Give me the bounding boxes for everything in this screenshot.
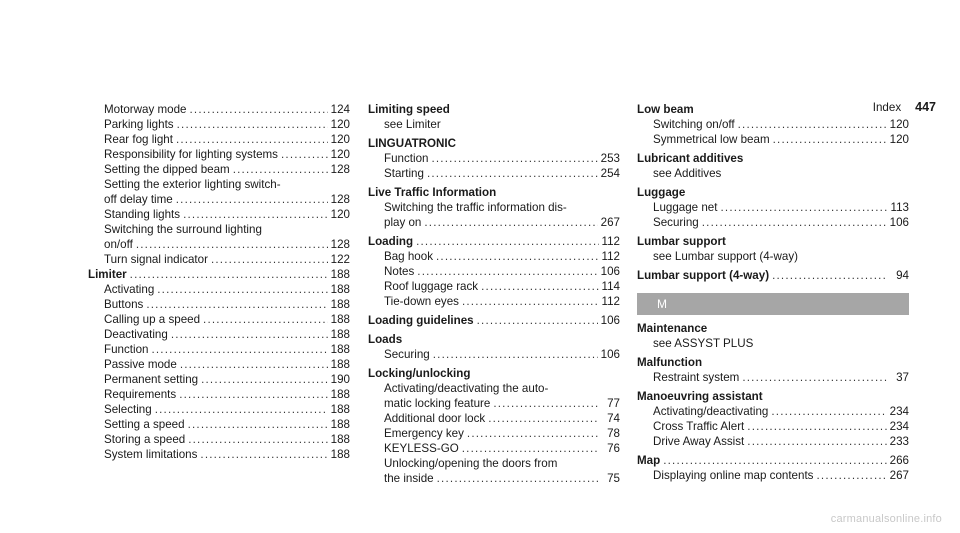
page-ref: 114: [601, 280, 620, 293]
entry-text: Starting: [384, 167, 424, 180]
entry-text: Switching the surround lighting: [104, 223, 262, 236]
index-entry: [637, 321, 909, 336]
entry-text: Locking/unlocking: [368, 367, 471, 380]
page-ref: 188: [330, 283, 350, 296]
index-subentry: [368, 151, 620, 166]
page-ref: 112: [601, 235, 620, 248]
dot-leader: [433, 347, 598, 362]
entry-text: Unlocking/opening the doors from: [384, 457, 558, 470]
dot-leader: [281, 147, 328, 162]
dot-leader: [747, 434, 886, 449]
entry-text: Motorway mode: [104, 103, 187, 116]
entry-text: Activating/deactivating: [653, 405, 769, 418]
page-ref: 76: [607, 442, 620, 455]
index-entry: [368, 234, 620, 249]
index-subentry: [637, 370, 909, 385]
page-ref: 188: [330, 433, 350, 446]
entry-text: see Lumbar support (4-way): [653, 250, 798, 263]
index-subentry: [637, 419, 909, 434]
entry-text: Emergency key: [384, 427, 464, 440]
dot-leader: [773, 132, 887, 147]
page-ref: 234: [889, 420, 909, 433]
entry-text: see ASSYST PLUS: [653, 337, 754, 350]
index-entry: [637, 102, 909, 117]
dot-leader: [747, 419, 886, 434]
dot-leader: [772, 268, 888, 283]
index-entry: [368, 136, 620, 151]
entry-text: Luggage: [637, 186, 686, 199]
entry-text: Responsibility for lighting systems: [104, 148, 278, 161]
entry-text: LINGUATRONIC: [368, 137, 457, 150]
entry-text: see Additives: [653, 167, 722, 180]
dot-leader: [155, 402, 328, 417]
entry-text: Bag hook: [384, 250, 433, 263]
index-entry: [637, 151, 909, 166]
entry-text: matic locking feature: [384, 397, 491, 410]
page-ref: 188: [330, 448, 350, 461]
index-entry: [637, 234, 909, 249]
page-ref: 128: [330, 238, 350, 251]
index-subentry: [637, 468, 909, 483]
entry-text: Low beam: [637, 103, 694, 116]
index-subentry: [88, 177, 350, 192]
index-entry: [637, 389, 909, 404]
dot-leader: [742, 370, 888, 385]
index-subentry: [368, 381, 620, 396]
page-ref: 253: [600, 152, 620, 165]
index-subentry: [88, 192, 350, 207]
dot-leader: [462, 294, 599, 309]
dot-leader: [189, 102, 327, 117]
index-subentry: [88, 387, 350, 402]
page-ref: 188: [330, 313, 350, 326]
index-subentry: [88, 372, 350, 387]
entry-text: Standing lights: [104, 208, 181, 221]
page-ref: 188: [330, 403, 350, 416]
page-ref: 112: [601, 250, 620, 263]
index-column-3: [637, 102, 909, 483]
dot-leader: [738, 117, 887, 132]
index-subentry: [88, 252, 350, 267]
page-ref: 94: [896, 269, 909, 282]
index-entry: [368, 332, 620, 347]
entry-text: Turn signal indicator: [104, 253, 208, 266]
section-letter-bar: M: [637, 293, 909, 315]
page-ref: 78: [607, 427, 620, 440]
entry-text: Buttons: [104, 298, 144, 311]
entry-text: Rear fog light: [104, 133, 173, 146]
entry-text: Drive Away Assist: [653, 435, 745, 448]
entry-text: Live Traffic Information: [368, 186, 497, 199]
entry-text: on/off: [104, 238, 133, 251]
index-subentry: [88, 357, 350, 372]
dot-leader: [462, 441, 599, 456]
index-subentry: [88, 162, 350, 177]
dot-leader: [477, 313, 598, 328]
page-ref: 75: [607, 472, 620, 485]
index-entry: [368, 185, 620, 200]
index-entry: [637, 268, 909, 283]
page-ref: 128: [330, 193, 350, 206]
index-subentry: [637, 166, 909, 181]
index-subentry: [88, 222, 350, 237]
index-subentry: [368, 264, 620, 279]
page-ref: 267: [600, 216, 620, 229]
entry-text: Switching the traffic information dis-: [384, 201, 567, 214]
index-subentry: [88, 327, 350, 342]
index-subentry: [637, 336, 909, 351]
dot-leader: [431, 151, 597, 166]
index-subentry: [637, 117, 909, 132]
dot-leader: [176, 192, 328, 207]
dot-leader: [816, 468, 886, 483]
page-ref: 106: [889, 216, 909, 229]
entry-text: Function: [384, 152, 429, 165]
index-subentry: [88, 147, 350, 162]
index-subentry: [88, 207, 350, 222]
index-subentry: [368, 426, 620, 441]
index-subentry: [368, 200, 620, 215]
index-subentry: [88, 102, 350, 117]
dot-leader: [180, 357, 328, 372]
dot-leader: [188, 417, 328, 432]
page-ref: 120: [889, 118, 909, 131]
entry-text: Securing: [653, 216, 699, 229]
page-ref: 120: [330, 208, 350, 221]
page-ref: 112: [601, 295, 620, 308]
entry-text: Lumbar support (4-way): [637, 269, 770, 282]
index-subentry: [637, 249, 909, 264]
page-ref: 188: [330, 388, 350, 401]
dot-leader: [467, 426, 599, 441]
page-ref: 128: [330, 163, 350, 176]
entry-text: KEYLESS-GO: [384, 442, 459, 455]
index-entry: [88, 267, 350, 282]
entry-text: Limiter: [88, 268, 127, 281]
index-subentry: [368, 396, 620, 411]
entry-text: Setting the exterior lighting switch-: [104, 178, 281, 191]
entry-text: the inside: [384, 472, 434, 485]
index-subentry: [368, 279, 620, 294]
entry-text: Setting the dipped beam: [104, 163, 230, 176]
entry-text: Notes: [384, 265, 415, 278]
page-ref: 267: [889, 469, 909, 482]
index-subentry: [88, 432, 350, 447]
page-ref: 188: [330, 268, 350, 281]
page-ref: 120: [889, 133, 909, 146]
page-ref: 188: [330, 298, 350, 311]
page-ref: 254: [600, 167, 620, 180]
dot-leader: [416, 234, 598, 249]
entry-text: Calling up a speed: [104, 313, 201, 326]
entry-text: Loading: [368, 235, 414, 248]
entry-text: Malfunction: [637, 356, 703, 369]
index-entry: [637, 185, 909, 200]
page-ref: 120: [330, 133, 350, 146]
index-entry: [368, 102, 620, 117]
index-subentry: [637, 200, 909, 215]
dot-leader: [493, 396, 599, 411]
entry-text: Additional door lock: [384, 412, 486, 425]
index-subentry: [368, 249, 620, 264]
dot-leader: [427, 166, 598, 181]
index-subentry: [88, 117, 350, 132]
dot-leader: [203, 312, 328, 327]
index-subentry: [368, 411, 620, 426]
index-subentry: [88, 282, 350, 297]
entry-text: Passive mode: [104, 358, 177, 371]
dot-leader: [151, 342, 327, 357]
entry-text: Tie-down eyes: [384, 295, 459, 308]
dot-leader: [437, 471, 599, 486]
entry-text: Switching on/off: [653, 118, 735, 131]
page-ref: 122: [330, 253, 350, 266]
index-subentry: [368, 294, 620, 309]
dot-leader: [488, 411, 599, 426]
entry-text: Activating/deactivating the auto-: [384, 382, 549, 395]
dot-leader: [183, 207, 328, 222]
dot-leader: [146, 297, 327, 312]
index-subentry: [637, 132, 909, 147]
dot-leader: [771, 404, 886, 419]
index-subentry: [368, 441, 620, 456]
dot-leader: [436, 249, 599, 264]
index-subentry: [637, 434, 909, 449]
dot-leader: [130, 267, 328, 282]
page-ref: 120: [330, 148, 350, 161]
dot-leader: [177, 117, 328, 132]
index-entry: [368, 313, 620, 328]
page-ref: 106: [600, 348, 620, 361]
dot-leader: [424, 215, 597, 230]
entry-text: play on: [384, 216, 422, 229]
entry-text: Setting a speed: [104, 418, 185, 431]
entry-text: Loads: [368, 333, 403, 346]
entry-text: Lubricant additives: [637, 152, 744, 165]
index-subentry: [637, 215, 909, 230]
page-ref: 188: [330, 358, 350, 371]
entry-text: off delay time: [104, 193, 173, 206]
page-ref: 124: [330, 103, 350, 116]
page-ref: 266: [889, 454, 909, 467]
entry-text: Function: [104, 343, 149, 356]
entry-text: Manoeuvring assistant: [637, 390, 763, 403]
index-subentry: [368, 471, 620, 486]
entry-text: see Limiter: [384, 118, 441, 131]
entry-text: Selecting: [104, 403, 152, 416]
page-ref: 77: [607, 397, 620, 410]
page-ref: 74: [607, 412, 620, 425]
index-subentry: [88, 342, 350, 357]
dot-leader: [481, 279, 598, 294]
page-ref: 188: [330, 328, 350, 341]
dot-leader: [201, 372, 328, 387]
index-subentry: [88, 297, 350, 312]
entry-text: Deactivating: [104, 328, 168, 341]
page-ref: 37: [896, 371, 909, 384]
index-subentry: [88, 312, 350, 327]
entry-text: Roof luggage rack: [384, 280, 479, 293]
entry-text: Securing: [384, 348, 430, 361]
page-ref: 106: [600, 265, 620, 278]
entry-text: Limiting speed: [368, 103, 450, 116]
page-ref: 234: [889, 405, 909, 418]
entry-text: Displaying online map contents: [653, 469, 814, 482]
entry-text: Restraint system: [653, 371, 740, 384]
index-label: Index: [872, 101, 902, 114]
entry-text: Parking lights: [104, 118, 174, 131]
index-subentry: [368, 456, 620, 471]
entry-text: Luggage net: [653, 201, 718, 214]
index-subentry: [88, 417, 350, 432]
entry-text: System limitations: [104, 448, 198, 461]
dot-leader: [720, 200, 887, 215]
watermark-logo: carmanualsonline.info: [830, 513, 942, 525]
dot-leader: [211, 252, 328, 267]
index-column-1: [88, 102, 350, 462]
index-entry: [368, 366, 620, 381]
index-subentry: [368, 215, 620, 230]
entry-text: Activating: [104, 283, 155, 296]
page-ref: 106: [600, 314, 620, 327]
index-subentry: [88, 132, 350, 147]
page-ref: 188: [330, 418, 350, 431]
page-number: 447: [915, 100, 936, 114]
page-ref: 188: [330, 343, 350, 356]
index-subentry: [368, 117, 620, 132]
dot-leader: [188, 432, 327, 447]
dot-leader: [702, 215, 887, 230]
dot-leader: [157, 282, 327, 297]
entry-text: Storing a speed: [104, 433, 186, 446]
entry-text: Maintenance: [637, 322, 708, 335]
dot-leader: [417, 264, 597, 279]
index-entry: [637, 453, 909, 468]
page-ref: 113: [890, 201, 909, 214]
dot-leader: [200, 447, 327, 462]
page-ref: 233: [889, 435, 909, 448]
entry-text: Symmetrical low beam: [653, 133, 770, 146]
dot-leader: [233, 162, 328, 177]
dot-leader: [136, 237, 328, 252]
index-subentry: [637, 404, 909, 419]
entry-text: Lumbar support: [637, 235, 726, 248]
index-subentry: [88, 402, 350, 417]
page-ref: 120: [330, 118, 350, 131]
entry-text: Loading guidelines: [368, 314, 474, 327]
index-subentry: [88, 447, 350, 462]
entry-text: Requirements: [104, 388, 177, 401]
page-ref: 190: [330, 373, 350, 386]
index-subentry: [368, 166, 620, 181]
index-column-2: [368, 102, 620, 486]
index-subentry: [88, 237, 350, 252]
entry-text: Map: [637, 454, 661, 467]
dot-leader: [176, 132, 328, 147]
dot-leader: [663, 453, 886, 468]
entry-text: Permanent setting: [104, 373, 199, 386]
dot-leader: [171, 327, 328, 342]
dot-leader: [179, 387, 327, 402]
entry-text: Cross Traffic Alert: [653, 420, 745, 433]
index-entry: [637, 355, 909, 370]
index-subentry: [368, 347, 620, 362]
